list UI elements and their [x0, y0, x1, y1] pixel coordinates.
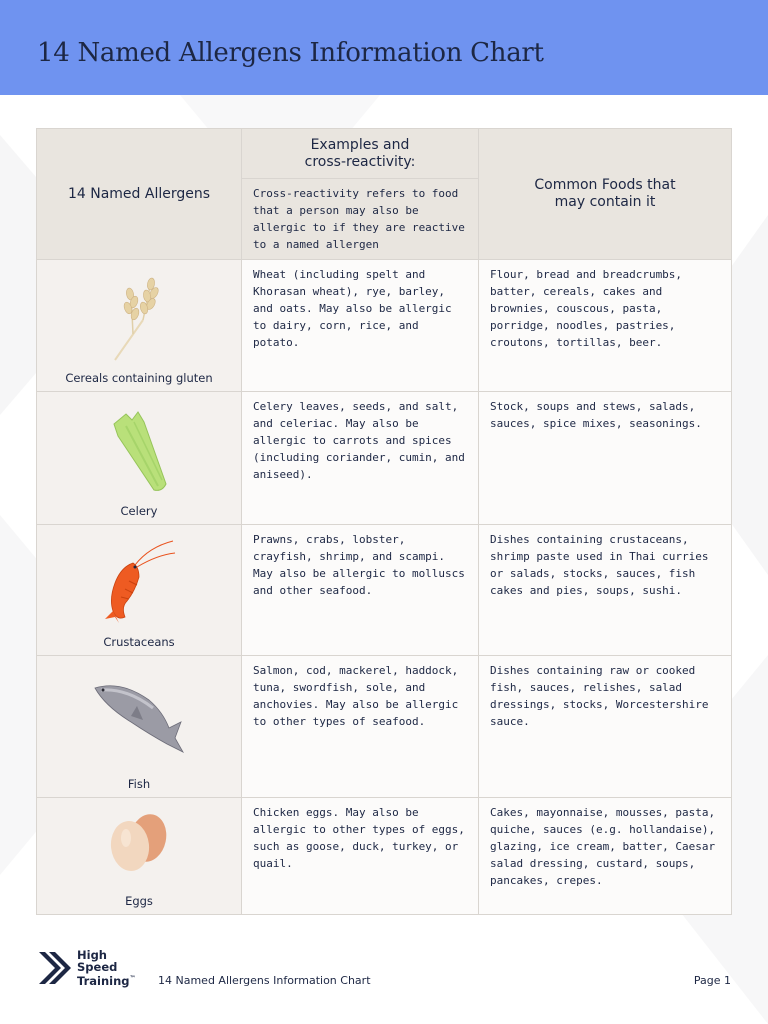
header-examples [242, 129, 479, 179]
allergen-cell [37, 260, 242, 392]
allergen-name: Celery [120, 504, 158, 518]
allergen-name: Crustaceans [103, 635, 175, 649]
allergen-name: Cereals containing gluten [65, 371, 213, 385]
header-allergens [37, 129, 242, 260]
allergen-cell [37, 392, 242, 525]
examples-cell: Prawns, crabs, lobster, crayfish, shrimp, and scampi. May also be allergic to molluscs and other seafood. [242, 525, 479, 656]
page-footer [0, 940, 768, 1000]
allergen-name: Fish [127, 777, 151, 791]
header-common-label: Common Foods that may contain it [534, 177, 676, 210]
footer-document-title: 14 Named Allergens Information Chart [158, 974, 371, 987]
table-row [37, 260, 732, 392]
table-row [37, 525, 732, 656]
table-row [37, 798, 732, 915]
common-foods-cell: Cakes, mayonnaise, mousses, pasta, quiche, sauces (e.g. hollandaise), glazing, ice cream, batter, Caesar salad dressing, custard, soups, pancakes, crepes. [479, 798, 732, 915]
table-row [37, 656, 732, 798]
common-foods-cell: Flour, bread and breadcrumbs, batter, cereals, cakes and brownies, couscous, pasta, porridge, noodles, pastries, croutons, tortillas, beer. [479, 260, 732, 392]
allergen-cell [37, 656, 242, 798]
shrimp-icon [37, 537, 241, 627]
page-header [0, 0, 768, 95]
logo-line-3: Training [77, 973, 130, 988]
allergen-name: Eggs [125, 894, 153, 908]
logo-trademark: ™ [129, 975, 136, 983]
allergen-cell [37, 525, 242, 656]
footer-page-number: Page 1 [693, 974, 731, 987]
celery-icon [37, 406, 241, 496]
high-speed-training-logo [37, 948, 136, 988]
common-foods-cell: Stock, soups and stews, salads, sauces, spice mixes, seasonings. [479, 392, 732, 525]
examples-cell: Salmon, cod, mackerel, haddock, tuna, swordfish, sole, and anchovies. May also be allergic to other types of seafood. [242, 656, 479, 798]
logo-text [77, 949, 136, 987]
header-examples-note: Cross-reactivity refers to food that a person may also be allergic to if they are reactive to a named allergen [242, 179, 479, 260]
header-common-foods [479, 129, 732, 260]
allergen-table [36, 128, 731, 913]
common-foods-cell: Dishes containing raw or cooked fish, sauces, relishes, salad dressings, stocks, Worcestershire sauce. [479, 656, 732, 798]
allergen-cell [37, 798, 242, 915]
fish-icon [37, 676, 241, 756]
logo-chevron-icon [37, 948, 71, 988]
examples-cell: Celery leaves, seeds, and salt, and celeriac. May also be allergic to carrots and spices (including coriander, cumin, and aniseed). [242, 392, 479, 525]
examples-cell: Wheat (including spelt and Khorasan wheat), rye, barley, and oats. May also be allergic to dairy, corn, rice, and potato. [242, 260, 479, 392]
logo-line-2: Speed [77, 960, 118, 975]
header-allergens-label: 14 Named Allergens [67, 186, 211, 202]
table-row [37, 392, 732, 525]
wheat-icon [37, 272, 241, 364]
examples-cell: Chicken eggs. May also be allergic to other types of eggs, such as goose, duck, turkey, or quail. [242, 798, 479, 915]
eggs-icon [37, 808, 241, 874]
logo-line-1: High [77, 948, 107, 963]
header-examples-label: Examples and cross-reactivity: [304, 136, 416, 170]
common-foods-cell: Dishes containing crustaceans, shrimp paste used in Thai curries or salads, stocks, sauces, fish cakes and pies, soups, sushi. [479, 525, 732, 656]
page-title: 14 Named Allergens Information Chart [37, 38, 544, 68]
